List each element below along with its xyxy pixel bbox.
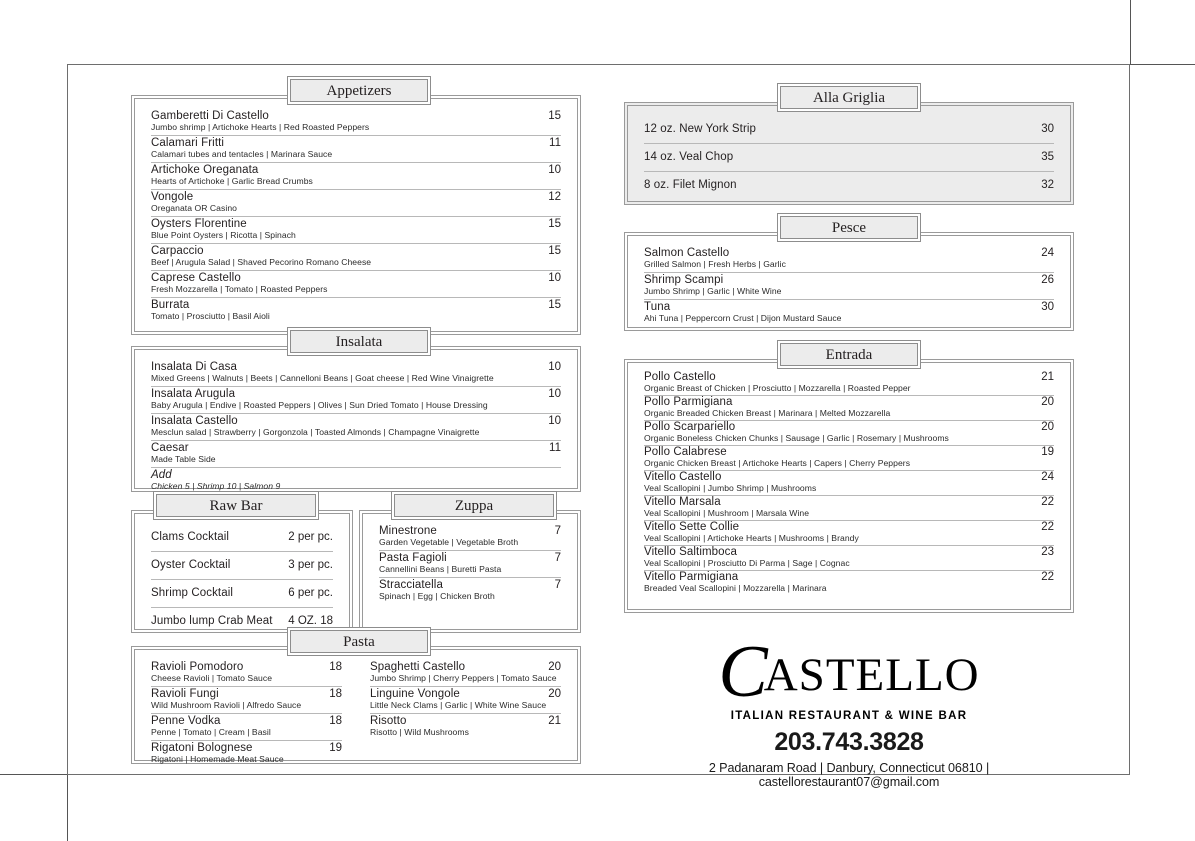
menu-item-description: Jumbo Shrimp | Cherry Peppers | Tomato Sauce — [370, 673, 557, 683]
item-list-pasta-left — [151, 660, 342, 767]
menu-item-header — [151, 559, 333, 571]
menu-item-name: Pollo Calabrese — [644, 446, 727, 458]
menu-item-row — [370, 687, 561, 714]
menu-item-row — [151, 217, 561, 244]
menu-item-header — [644, 179, 1054, 191]
menu-item-price: 4 OZ. 18 — [288, 615, 333, 627]
menu-item-header — [151, 137, 561, 149]
menu-item-price: 32 — [1041, 179, 1054, 191]
menu-item-header — [151, 415, 561, 427]
menu-item-header — [644, 471, 1054, 483]
menu-item-header — [151, 272, 561, 284]
menu-item-header — [379, 525, 561, 537]
menu-item-price: 22 — [1041, 571, 1054, 583]
section-pasta — [131, 634, 581, 764]
section-title-zuppa: Zuppa — [394, 494, 554, 517]
logo-wordmark — [624, 631, 1074, 713]
menu-item-description: Made Table Side — [151, 454, 216, 464]
menu-item-name: Insalata Castello — [151, 415, 238, 427]
menu-item-row — [151, 298, 561, 324]
menu-item-price: 11 — [549, 137, 561, 149]
menu-item-row — [151, 109, 561, 136]
menu-item-name: Artichoke Oreganata — [151, 164, 259, 176]
menu-item-row — [151, 387, 561, 414]
menu-item-description: Breaded Veal Scallopini | Mozzarella | Marinara — [644, 583, 827, 593]
menu-item-header — [644, 301, 1054, 313]
menu-item-price: 19 — [329, 742, 342, 754]
menu-item-price: 24 — [1041, 247, 1054, 259]
menu-item-row — [151, 136, 561, 163]
menu-item-description: Organic Chicken Breast | Artichoke Hearts | Capers | Cherry Peppers — [644, 458, 911, 468]
phone-number: 203.743.3828 — [774, 728, 924, 756]
menu-item-row — [644, 471, 1054, 496]
menu-item-price: 30 — [1041, 123, 1054, 135]
menu-item-name: Burrata — [151, 299, 190, 311]
menu-item-header — [644, 123, 1054, 135]
menu-item-header — [151, 442, 561, 454]
menu-item-price: 11 — [549, 442, 561, 454]
menu-item-row — [151, 414, 561, 441]
menu-item-row — [644, 144, 1054, 172]
menu-item-name: Carpaccio — [151, 245, 204, 257]
menu-item-price: 30 — [1041, 301, 1054, 313]
menu-item-description: Cheese Ravioli | Tomato Sauce — [151, 673, 273, 683]
menu-item-name: Calamari Fritti — [151, 137, 225, 149]
menu-item-name: Salmon Castello — [644, 247, 730, 259]
menu-item-price: 26 — [1041, 274, 1054, 286]
menu-item-header — [379, 552, 561, 564]
menu-item-name: Pasta Fagioli — [379, 552, 447, 564]
menu-item-row — [644, 521, 1054, 546]
menu-item-header — [644, 371, 1054, 383]
menu-item-price: 23 — [1041, 546, 1054, 558]
menu-item-row — [151, 244, 561, 271]
menu-item-row — [370, 714, 561, 740]
menu-item-name: Ravioli Pomodoro — [151, 661, 244, 673]
menu-item-description: Grilled Salmon | Fresh Herbs | Garlic — [644, 259, 786, 269]
menu-item-description: Veal Scallopini | Jumbo Shrimp | Mushrooms — [644, 483, 817, 493]
section-zuppa — [359, 498, 581, 633]
menu-item-name: Oysters Florentine — [151, 218, 247, 230]
menu-item-price: 2 per pc. — [288, 531, 333, 543]
menu-item-header — [151, 361, 561, 373]
menu-item-name: Vitello Sette Collie — [644, 521, 740, 533]
menu-item-header — [151, 688, 342, 700]
menu-item-row — [644, 300, 1054, 326]
menu-item-row — [379, 524, 561, 551]
menu-item-row — [644, 396, 1054, 421]
menu-item-description: Veal Scallopini | Artichoke Hearts | Mushrooms | Brandy — [644, 533, 859, 543]
section-title-entrada: Entrada — [780, 343, 918, 366]
item-list-pesce — [644, 246, 1054, 326]
menu-item-name: Shrimp Cocktail — [151, 587, 234, 599]
menu-item-header — [644, 421, 1054, 433]
menu-item-name: Pollo Scarpariello — [644, 421, 736, 433]
menu-item-price: 10 — [548, 415, 561, 427]
menu-item-name: Linguine Vongole — [370, 688, 460, 700]
menu-item-price: 15 — [548, 299, 561, 311]
menu-item-row — [151, 441, 561, 468]
menu-item-price: 19 — [1041, 446, 1054, 458]
menu-item-description: Wild Mushroom Ravioli | Alfredo Sauce — [151, 700, 302, 710]
menu-item-header — [370, 661, 561, 673]
menu-item-header — [151, 245, 561, 257]
menu-item-description: Organic Boneless Chicken Chunks | Sausage | Garlic | Rosemary | Mushrooms — [644, 433, 949, 443]
menu-item-header — [151, 218, 561, 230]
menu-item-description: Hearts of Artichoke | Garlic Bread Crumbs — [151, 176, 313, 186]
menu-item-header — [151, 469, 561, 481]
menu-item-description: Little Neck Clams | Garlic | White Wine Sauce — [370, 700, 547, 710]
crop-mark-bottom-vertical — [67, 775, 68, 841]
menu-item-header — [151, 661, 342, 673]
menu-item-name: Risotto — [370, 715, 407, 727]
menu-item-price: 24 — [1041, 471, 1054, 483]
crop-mark-bottom-horizontal — [0, 774, 67, 775]
menu-item-price: 15 — [548, 218, 561, 230]
menu-item-price: 15 — [548, 245, 561, 257]
menu-item-description: Garden Vegetable | Vegetable Broth — [379, 537, 519, 547]
crop-mark-top-horizontal — [1131, 64, 1195, 65]
menu-item-header — [370, 688, 561, 700]
menu-item-header — [151, 742, 342, 754]
menu-item-header — [379, 579, 561, 591]
item-list-zuppa — [379, 524, 561, 604]
menu-item-row — [644, 421, 1054, 446]
menu-item-row — [151, 163, 561, 190]
menu-item-row — [644, 246, 1054, 273]
menu-item-header — [644, 247, 1054, 259]
menu-item-name: Penne Vodka — [151, 715, 221, 727]
menu-item-row — [151, 552, 333, 580]
menu-item-header — [644, 546, 1054, 558]
menu-item-row — [151, 190, 561, 217]
menu-item-header — [370, 715, 561, 727]
menu-item-description: Mixed Greens | Walnuts | Beets | Cannelloni Beans | Goat cheese | Red Wine Vinaigrette — [151, 373, 494, 383]
menu-item-name: Insalata Di Casa — [151, 361, 237, 373]
menu-item-price: 18 — [329, 715, 342, 727]
section-insalata — [131, 334, 581, 492]
address-line: 2 Padanaram Road | Danbury, Connecticut 06810 | castellorestaurant07@gmail.com — [708, 761, 990, 789]
menu-item-row — [151, 468, 561, 494]
menu-item-description: Risotto | Wild Mushrooms — [370, 727, 469, 737]
section-pesce — [624, 220, 1074, 331]
section-title-pesce: Pesce — [780, 216, 918, 239]
menu-item-price: 18 — [329, 661, 342, 673]
menu-item-description: Cannellini Beans | Buretti Pasta — [379, 564, 502, 574]
menu-item-description: Veal Scallopini | Prosciutto Di Parma | Sage | Cognac — [644, 558, 850, 568]
menu-item-name: Vitello Saltimboca — [644, 546, 737, 558]
menu-item-name: Caprese Castello — [151, 272, 241, 284]
menu-item-row — [370, 660, 561, 687]
menu-item-price: 21 — [1041, 371, 1054, 383]
menu-item-name: Vitello Castello — [644, 471, 722, 483]
menu-item-price: 35 — [1041, 151, 1054, 163]
menu-item-price: 20 — [1041, 396, 1054, 408]
crop-mark-top-vertical — [1130, 0, 1131, 65]
menu-item-description: Beef | Arugula Salad | Shaved Pecorino Romano Cheese — [151, 257, 372, 267]
menu-item-header — [644, 396, 1054, 408]
menu-item-row — [379, 578, 561, 604]
menu-item-price: 7 — [554, 552, 561, 564]
menu-item-price: 3 per pc. — [288, 559, 333, 571]
menu-item-price: 12 — [548, 191, 561, 203]
menu-item-row — [151, 687, 342, 714]
menu-item-price: 10 — [548, 361, 561, 373]
menu-item-name: Ravioli Fungi — [151, 688, 219, 700]
menu-item-row — [151, 271, 561, 298]
menu-item-row — [379, 551, 561, 578]
menu-item-description: Calamari tubes and tentacles | Marinara Sauce — [151, 149, 333, 159]
menu-item-name: Tuna — [644, 301, 671, 313]
menu-item-header — [151, 615, 333, 627]
menu-item-row — [151, 580, 333, 608]
menu-item-name: Add — [151, 469, 172, 481]
menu-item-row — [644, 116, 1054, 144]
menu-item-header — [151, 587, 333, 599]
menu-item-row — [151, 660, 342, 687]
menu-item-row — [644, 546, 1054, 571]
menu-item-header — [151, 110, 561, 122]
section-alla-griglia — [624, 90, 1074, 205]
menu-item-name: Vitello Parmigiana — [644, 571, 739, 583]
menu-item-price: 22 — [1041, 521, 1054, 533]
menu-item-description: Tomato | Prosciutto | Basil Aioli — [151, 311, 270, 321]
menu-item-description: Spinach | Egg | Chicken Broth — [379, 591, 495, 601]
menu-item-price: 22 — [1041, 496, 1054, 508]
menu-item-price: 6 per pc. — [288, 587, 333, 599]
menu-item-header — [151, 388, 561, 400]
menu-item-header — [644, 521, 1054, 533]
menu-item-header — [151, 164, 561, 176]
section-entrada — [624, 347, 1074, 613]
section-title-alla-griglia: Alla Griglia — [780, 86, 918, 109]
menu-item-price: 7 — [554, 579, 561, 591]
menu-item-row — [644, 273, 1054, 300]
menu-item-header — [644, 571, 1054, 583]
menu-item-name: Insalata Arugula — [151, 388, 236, 400]
section-title-raw-bar: Raw Bar — [156, 494, 316, 517]
menu-item-description: Organic Breast of Chicken | Prosciutto | Mozzarella | Roasted Pepper — [644, 383, 911, 393]
menu-item-name: Clams Cocktail — [151, 531, 230, 543]
menu-item-name: Pollo Parmigiana — [644, 396, 733, 408]
menu-item-description: Jumbo Shrimp | Garlic | White Wine — [644, 286, 782, 296]
menu-item-header — [151, 191, 561, 203]
menu-item-description: Penne | Tomato | Cream | Basil — [151, 727, 271, 737]
menu-item-name: Stracciatella — [379, 579, 443, 591]
menu-item-price: 10 — [548, 388, 561, 400]
menu-item-price: 7 — [554, 525, 561, 537]
menu-item-price: 18 — [329, 688, 342, 700]
menu-item-row — [644, 446, 1054, 471]
menu-item-name: Vitello Marsala — [644, 496, 721, 508]
item-list-alla-griglia — [644, 116, 1054, 199]
menu-item-header — [644, 274, 1054, 286]
menu-item-price: 10 — [548, 272, 561, 284]
menu-item-row — [151, 741, 342, 767]
menu-item-header — [644, 151, 1054, 163]
menu-item-name: Oyster Cocktail — [151, 559, 231, 571]
section-title-insalata: Insalata — [290, 330, 428, 353]
item-list-pasta-right — [370, 660, 561, 740]
menu-page — [67, 64, 1130, 789]
menu-item-description: Oreganata OR Casino — [151, 203, 237, 213]
menu-item-row — [151, 524, 333, 552]
logo-rest: ASTELLO — [763, 649, 980, 701]
menu-item-name: 12 oz. New York Strip — [644, 123, 757, 135]
menu-item-row — [644, 371, 1054, 396]
menu-item-header — [151, 531, 333, 543]
menu-item-header — [644, 496, 1054, 508]
menu-item-name: Caesar — [151, 442, 189, 454]
menu-item-name: Spaghetti Castello — [370, 661, 466, 673]
section-title-appetizers: Appetizers — [290, 79, 428, 102]
menu-item-row — [151, 714, 342, 741]
menu-item-price: 10 — [548, 164, 561, 176]
menu-item-header — [644, 446, 1054, 458]
menu-item-description: Ahi Tuna | Peppercorn Crust | Dijon Mustard Sauce — [644, 313, 842, 323]
menu-item-description: Veal Scallopini | Mushroom | Marsala Wine — [644, 508, 810, 518]
menu-item-description: Rigatoni | Homemade Meat Sauce — [151, 754, 284, 764]
logo-tagline: ITALIAN RESTAURANT & WINE BAR — [730, 710, 968, 722]
menu-item-name: 8 oz. Filet Mignon — [644, 179, 737, 191]
logo-initial: C — [718, 631, 764, 713]
menu-item-price: 15 — [548, 110, 561, 122]
menu-item-name: Minestrone — [379, 525, 437, 537]
menu-item-row — [644, 571, 1054, 595]
menu-item-name: Gamberetti Di Castello — [151, 110, 269, 122]
menu-item-header — [151, 299, 561, 311]
item-list-entrada — [644, 371, 1054, 595]
restaurant-branding — [624, 631, 1074, 789]
menu-item-price: 20 — [548, 661, 561, 673]
menu-item-price: 21 — [548, 715, 561, 727]
menu-item-row — [644, 172, 1054, 199]
menu-item-name: 14 oz. Veal Chop — [644, 151, 734, 163]
menu-item-description: Blue Point Oysters | Ricotta | Spinach — [151, 230, 296, 240]
menu-item-name: Rigatoni Bolognese — [151, 742, 253, 754]
item-list-raw-bar — [151, 524, 333, 635]
menu-item-row — [151, 360, 561, 387]
menu-item-description: Organic Breaded Chicken Breast | Marinara | Melted Mozzarella — [644, 408, 891, 418]
section-appetizers — [131, 83, 581, 335]
menu-item-description: Baby Arugula | Endive | Roasted Peppers | Olives | Sun Dried Tomato | House Dressing — [151, 400, 488, 410]
menu-item-price: 20 — [1041, 421, 1054, 433]
menu-item-name: Pollo Castello — [644, 371, 716, 383]
menu-item-name: Vongole — [151, 191, 194, 203]
menu-item-name: Jumbo lump Crab Meat — [151, 615, 273, 627]
menu-item-row — [644, 496, 1054, 521]
menu-item-header — [151, 715, 342, 727]
item-list-insalata — [151, 360, 561, 494]
section-title-pasta: Pasta — [290, 630, 428, 653]
menu-item-description: Jumbo shrimp | Artichoke Hearts | Red Roasted Peppers — [151, 122, 370, 132]
section-raw-bar — [131, 498, 353, 633]
menu-item-name: Shrimp Scampi — [644, 274, 724, 286]
menu-item-description: Chicken 5 | Shrimp 10 | Salmon 9 — [151, 481, 281, 491]
menu-item-description: Mesclun salad | Strawberry | Gorgonzola | Toasted Almonds | Champagne Vinaigrette — [151, 427, 480, 437]
menu-item-price: 20 — [548, 688, 561, 700]
item-list-appetizers — [151, 109, 561, 324]
menu-item-description: Fresh Mozzarella | Tomato | Roasted Peppers — [151, 284, 328, 294]
